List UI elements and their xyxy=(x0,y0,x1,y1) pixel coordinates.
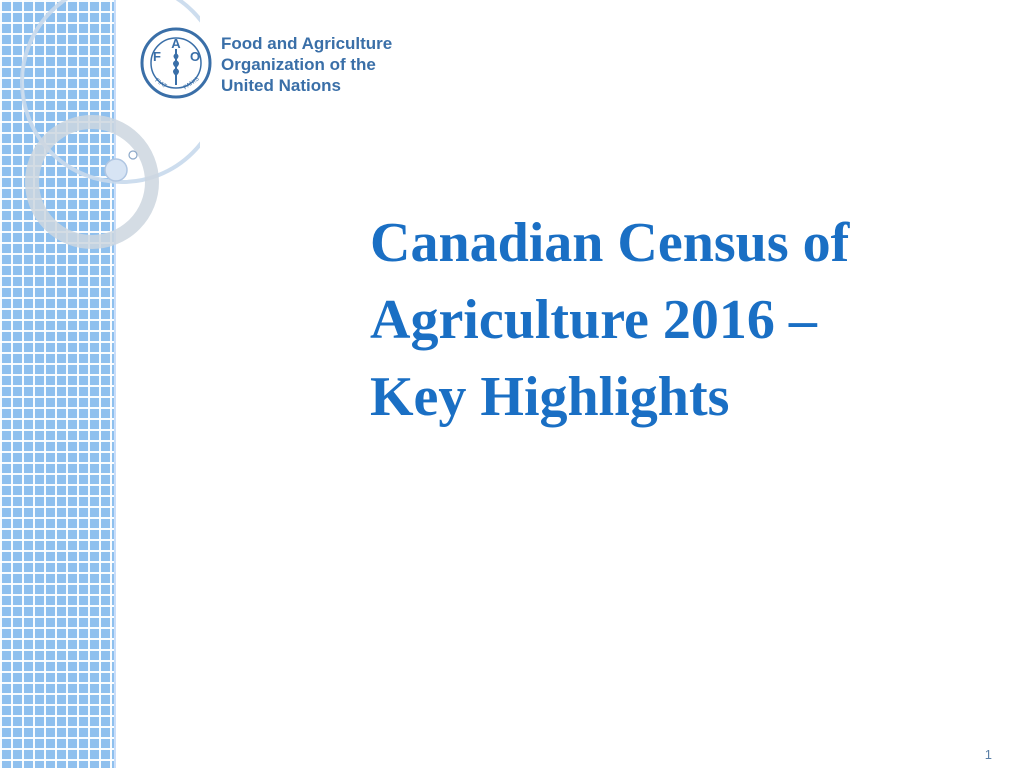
wordmark-line-3: United Nations xyxy=(221,76,341,95)
emblem-letter-o: O xyxy=(189,49,201,64)
fao-emblem-icon xyxy=(140,27,212,99)
page-number: 1 xyxy=(984,747,992,762)
tiny-bubble xyxy=(129,151,137,159)
fao-wordmark xyxy=(221,33,392,96)
emblem-motto-right: PANIS xyxy=(182,76,201,92)
fao-logo xyxy=(140,27,393,99)
small-bubble xyxy=(105,159,127,181)
wordmark-line-2: Organization of the xyxy=(221,55,376,74)
wordmark-line-1: Food and Agriculture xyxy=(221,34,393,53)
emblem-letter-f: F xyxy=(153,49,161,64)
title-line-1: Canadian Census of xyxy=(370,212,850,274)
emblem-motto-left: FIAT xyxy=(153,77,168,90)
slide-title xyxy=(370,205,970,436)
emblem-letter-a: A xyxy=(171,36,181,51)
title-line-3: Key Highlights xyxy=(370,366,730,428)
title-line-2: Agriculture 2016 – xyxy=(370,289,817,351)
